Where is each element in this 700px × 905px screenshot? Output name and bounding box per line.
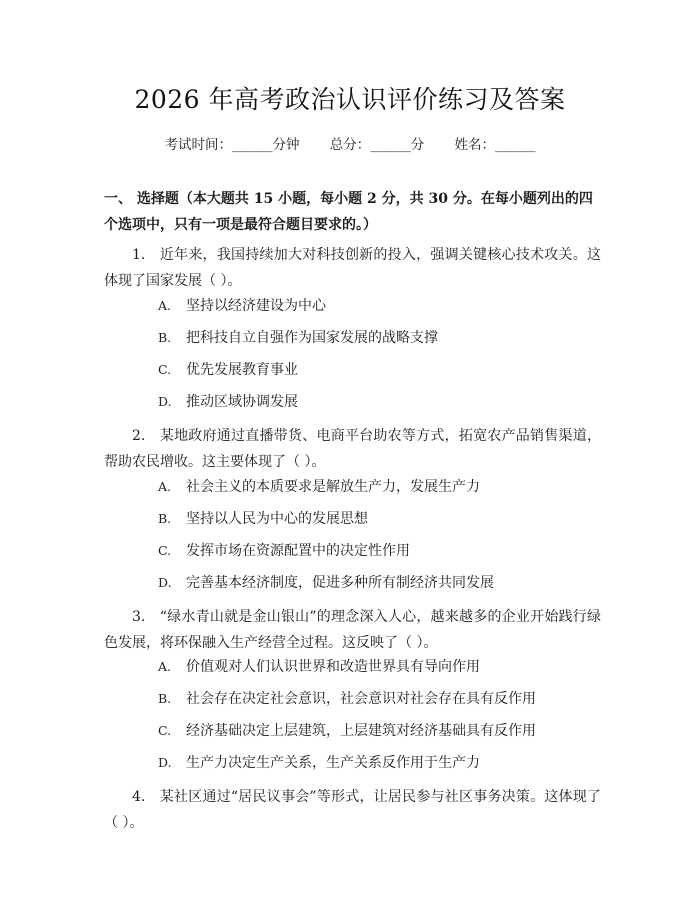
question-3-option-d [158, 753, 480, 773]
option-letter: B. [158, 691, 172, 706]
question-1-option-c [158, 360, 298, 380]
question-2-stem: 2. 某地政府通过直播带货、电商平台助农等方式，拓宽农产品销售渠道，帮助农民增收。这主要体现了（ ）。 [104, 428, 601, 470]
section-heading-choice: 一、 选择题（本大题共 15 小题，每小题 2 分，共 30 分。在每小题列出的四个选项中，只有一项是最符合题目要求的。） [104, 191, 593, 233]
option-letter: A. [158, 479, 172, 494]
option-letter: C. [158, 723, 172, 738]
total-score-field: 总分：______分 [329, 137, 425, 153]
question-3-option-a [158, 657, 480, 677]
exam-time-field: 考试时间：______分钟 [164, 137, 300, 153]
option-text: 优先发展教育事业 [186, 362, 298, 378]
option-letter: C. [158, 362, 172, 377]
question-3-stem: 3. “绿水青山就是金山银山”的理念深入人心，越来越多的企业开始践行绿色发展，将环保融入生产经营全过程。这反映了（ ）。 [104, 609, 601, 651]
question-3-option-c [158, 721, 536, 741]
document-title: 2026 年高考政治认识评价练习及答案 [134, 85, 566, 114]
question-2-option-c [158, 541, 410, 561]
question-2-option-a [158, 477, 480, 497]
option-letter: B. [158, 511, 172, 526]
option-text: 经济基础决定上层建筑，上层建筑对经济基础具有反作用 [186, 723, 536, 739]
option-letter: D. [158, 575, 172, 590]
question-2-option-d [158, 573, 494, 593]
option-text: 生产力决定生产关系，生产关系反作用于生产力 [186, 755, 480, 771]
option-text: 价值观对人们认识世界和改造世界具有导向作用 [186, 659, 480, 675]
question-1-option-a [158, 296, 326, 316]
option-text: 坚持以经济建设为中心 [186, 298, 326, 314]
option-letter: D. [158, 755, 172, 770]
option-text: 把科技自立自强作为国家发展的战略支撑 [186, 330, 438, 346]
option-letter: A. [158, 659, 172, 674]
question-1-stem: 1. 近年来，我国持续加大对科技创新的投入，强调关键核心技术攻关。这体现了国家发展（ ）。 [104, 247, 601, 289]
question-1-option-d [158, 392, 298, 412]
question-3-option-b [158, 689, 536, 709]
option-letter: A. [158, 298, 172, 313]
option-letter: D. [158, 394, 172, 409]
option-text: 坚持以人民为中心的发展思想 [186, 511, 368, 527]
student-name-field: 姓名：______ [454, 137, 536, 153]
option-letter: B. [158, 330, 172, 345]
question-4-stem: 4. 某社区通过“居民议事会”等形式，让居民参与社区事务决策。这体现了（ ）。 [104, 789, 601, 831]
option-text: 社会主义的本质要求是解放生产力，发展生产力 [186, 479, 480, 495]
option-text: 社会存在决定社会意识，社会意识对社会存在具有反作用 [186, 691, 536, 707]
question-2-option-b [158, 509, 368, 529]
option-text: 发挥市场在资源配置中的决定性作用 [186, 543, 410, 559]
option-text: 推动区域协调发展 [186, 394, 298, 410]
question-1-option-b [158, 328, 438, 348]
option-letter: C. [158, 543, 172, 558]
exam-info-line [0, 133, 700, 153]
option-text: 完善基本经济制度，促进多种所有制经济共同发展 [186, 575, 494, 591]
